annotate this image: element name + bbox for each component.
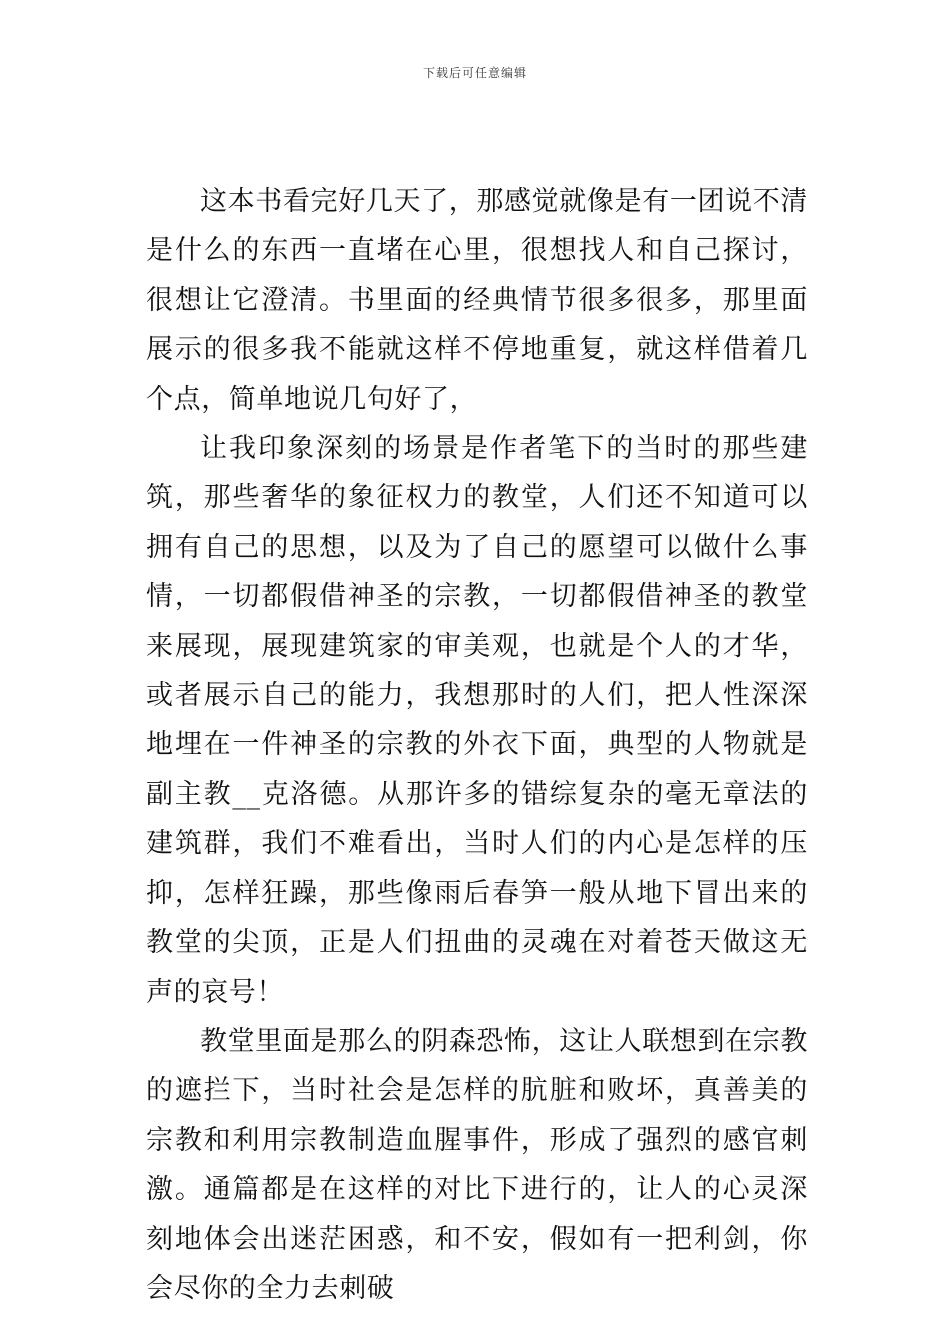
paragraph-2: 让我印象深刻的场景是作者笔下的当时的那些建筑，那些奢华的象征权力的教堂，人们还不知道可以拥有自己的思想，以及为了自己的愿望可以做什么事情，一切都假借神圣的宗教，一切都假借神圣的教堂来展现，展现建筑家的审美观，也就是个人的才华，或者展示自己的能力，我想那时的人们，把人性深深地埋在一件神圣的宗教的外衣下面，典型的人物就是副主教__克洛德。从那许多的错综复杂的毫无章法的建筑群，我们不难看出，当时人们的内心是怎样的压抑，怎样狂躁，那些像雨后春笋一般从地下冒出来的教堂的尖顶，正是人们扭曲的灵魂在对着苍天做这无声的哀号！	[146, 433, 808, 1008]
paragraph-1: 这本书看完好几天了，那感觉就像是有一团说不清是什么的东西一直堵在心里，很想找人和自己探讨，很想让它澄清。书里面的经典情节很多很多，那里面展示的很多我不能就这样不停地重复，就这样借着几个点，简单地说几句好了，	[146, 186, 808, 415]
paragraph-3: 教堂里面是那么的阴森恐怖，这让人联想到在宗教的遮拦下，当时社会是怎样的肮脏和败坏，真善美的宗教和利用宗教制造血腥事件，形成了强烈的感官刺激。通篇都是在这样的对比下进行的，让人的心灵深刻地体会出迷茫困惑，和不安，假如有一把利剑，你会尽你的全力去刺破	[146, 1025, 808, 1304]
header-note: 下载后可任意编辑	[422, 66, 527, 80]
document-body	[146, 177, 808, 1313]
